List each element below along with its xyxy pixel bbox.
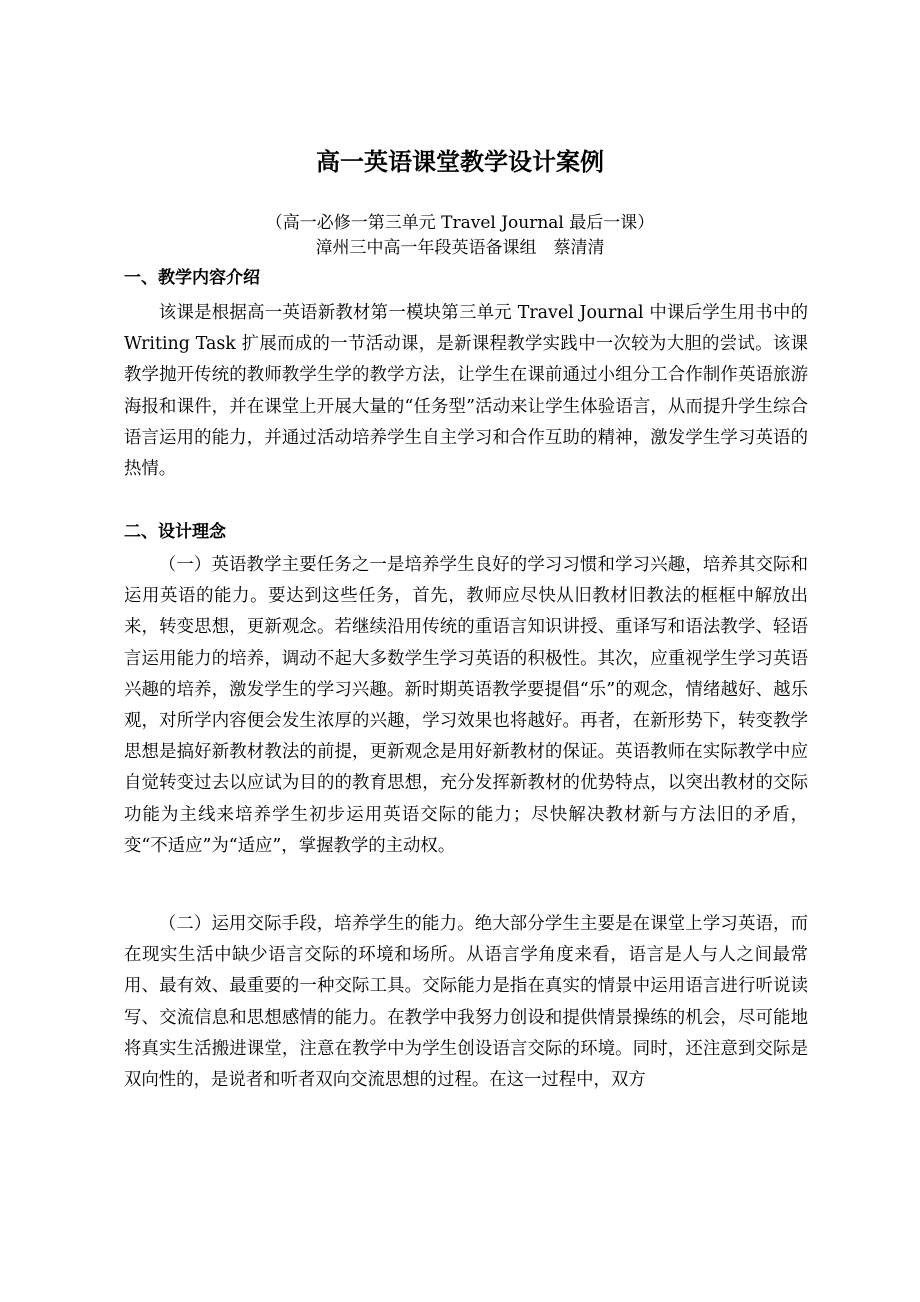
section-heading-design-concept: 二、设计理念 <box>124 522 226 542</box>
section-paragraph-design-concept-1: （一）英语教学主要任务之一是培养学生良好的学习习惯和学习兴趣，培养其交际和运用英语的能力。要达到这些任务，首先，教师应尽快从旧教材旧教法的框框中解放出来，转变思想，更新观念。若继续沿用传统的重语言知识讲授、重译写和语法教学、轻语言运用能力的培养，调动不起大多数学生学习英语的积极性。其次，应重视学生学习英语兴趣的培养，激发学生的学习兴趣。新时期英语教学要提倡“乐”的观念，情绪越好、越乐观，对所学内容便会发生浓厚的兴趣，学习效果也将越好。再者，在新形势下，转变教学思想是搞好新教材教法的前提，更新观念是用好新教材的保证。英语教师在实际教学中应自觉转变过去以应试为目的的教育思想，充分发挥新教材的优势特点，以突出教材的交际功能为主线来培养学生初步运用英语交际的能力；尽快解决教材新与方法旧的矛盾，变“不适应”为“适应”，掌握教学的主动权。 <box>124 555 808 856</box>
section-paragraph-content-intro: 该课是根据高一英语新教材第一模块第三单元 Travel Journal 中课后学生用书中的 Writing Task 扩展而成的一节活动课，是新课程教学实践中一次较为大胆的尝试。该课教学抛开传统的教师教学生学的教学方法，让学生在课前通过小组分工合作制作英语旅游海报和课件，并在课堂上开展大量的“任务型”活动来让学生体验语言，从而提升学生综合语言运用的能力，并通过活动培养学生自主学习和合作互助的精神，激发学生学习英语的热情。 <box>124 303 808 480</box>
section-heading-content-intro: 一、教学内容介绍 <box>124 268 260 288</box>
section-paragraph-design-concept-2: （二）运用交际手段，培养学生的能力。绝大部分学生主要是在课堂上学习英语，而在现实生活中缺少语言交际的环境和场所。从语言学角度来看，语言是人与人之间最常用、最有效、最重要的一种交际工具。交际能力是指在真实的情景中运用语言进行听说读写、交流信息和思想感情的能力。在教学中我努力创设和提供情景操练的机会，尽可能地将真实生活搬进课堂，注意在教学中为学生创设语言交际的环境。同时，还注意到交际是双向性的，是说者和听者双向交流思想的过程。在这一过程中，双方 <box>124 914 808 1091</box>
document-title: 高一英语课堂教学设计案例 <box>316 148 604 176</box>
document-subtitle-author: 漳州三中高一年段英语备课组 蔡清清 <box>315 238 605 258</box>
document-subtitle-course: （高一必修一第三单元 Travel Journal 最后一课） <box>265 213 655 233</box>
